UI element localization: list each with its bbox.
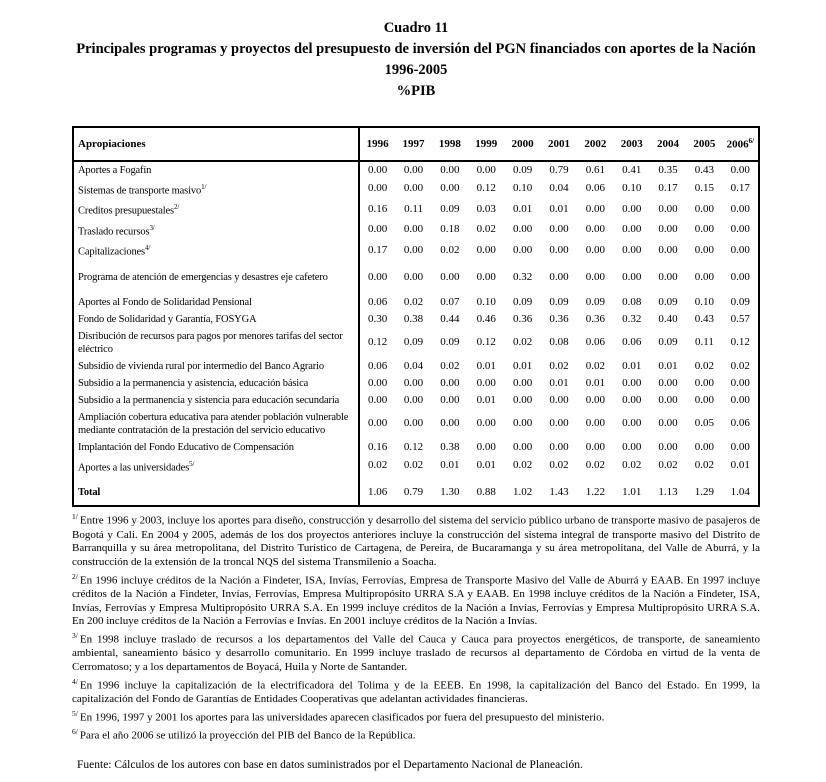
cell-value: 0.02 — [694, 359, 715, 372]
cell-value: 0.40 — [658, 312, 678, 325]
cell-value: 0.02 — [549, 359, 569, 372]
cell-value: 0.00 — [585, 202, 605, 215]
cell-value: 0.36 — [585, 312, 605, 325]
row-label-text: Creditos presupuestales — [78, 205, 174, 217]
cell-value: 0.00 — [658, 393, 678, 406]
cell-value: 0.00 — [403, 270, 424, 283]
footnote-marker: 2/ — [72, 571, 78, 581]
footnote-3 — [72, 629, 760, 675]
cell-value: 0.00 — [658, 417, 678, 430]
cell-value: 0.00 — [585, 223, 605, 236]
cell-value: 0.12 — [476, 336, 496, 349]
cell-value: 0.00 — [549, 393, 569, 406]
footnote-ref: 5/ — [189, 459, 195, 468]
cell-value: 0.01 — [549, 376, 569, 389]
cell-value: 0.00 — [512, 440, 533, 453]
cell-value: 0.10 — [694, 295, 715, 308]
cell-value: 0.00 — [403, 417, 424, 430]
cell-value: 0.09 — [549, 295, 569, 308]
cell-value: 0.00 — [403, 182, 424, 195]
row-label — [73, 476, 359, 506]
cell-value: 0.61 — [585, 163, 605, 176]
cell-value: 0.00 — [440, 270, 460, 283]
cell-value: 0.00 — [694, 440, 715, 453]
header-row — [73, 127, 759, 161]
table-row — [73, 392, 759, 409]
cell-value: 0.00 — [476, 440, 496, 453]
footnote-marker: 5/ — [72, 708, 78, 718]
cell-value: 0.00 — [658, 223, 678, 236]
cell-value: 0.00 — [549, 243, 569, 256]
cell-value: 0.00 — [368, 182, 388, 195]
header-year-2004: 2004 — [650, 127, 686, 161]
cell-value: 0.17 — [368, 243, 388, 256]
row-label-text: Capitalizaciones — [78, 246, 145, 258]
cell-value: 0.38 — [403, 312, 424, 325]
cell-value: 0.02 — [694, 459, 715, 472]
cell-value: 0.57 — [730, 312, 750, 325]
cell-value: 0.08 — [622, 295, 642, 308]
cell-value: 0.02 — [403, 459, 424, 472]
cell-value: 0.00 — [730, 376, 750, 389]
cell-value: 0.00 — [622, 270, 642, 283]
cell-value: 0.00 — [694, 393, 715, 406]
header-year-2003: 2003 — [614, 127, 650, 161]
data-table — [72, 126, 760, 507]
row-label — [73, 161, 359, 179]
cell-value: 0.01 — [658, 359, 678, 372]
cell-value: 0.00 — [476, 163, 496, 176]
table-row — [73, 220, 759, 241]
cell-value: 0.32 — [622, 312, 642, 325]
cell-value: 0.00 — [730, 440, 750, 453]
row-label — [73, 439, 359, 456]
cell-value: 0.00 — [622, 223, 642, 236]
cell-value: 1.04 — [730, 486, 750, 499]
cell-value: 0.00 — [368, 223, 388, 236]
cell-value: 0.05 — [694, 417, 715, 430]
cell-value: 0.00 — [622, 376, 642, 389]
cell-value: 0.02 — [585, 459, 605, 472]
cell-value: 0.01 — [476, 393, 496, 406]
table-row — [73, 179, 759, 200]
table-row — [73, 456, 759, 477]
footnote-2 — [72, 570, 760, 629]
cell-value: 0.41 — [622, 163, 642, 176]
cell-value: 0.00 — [549, 223, 569, 236]
cell-value: 0.06 — [585, 336, 605, 349]
row-label-text: Aportes a Fogafín — [78, 164, 152, 176]
cell-value: 0.10 — [476, 295, 496, 308]
row-label — [73, 328, 359, 358]
cell-value: 0.00 — [585, 393, 605, 406]
cell-value: 0.02 — [622, 459, 642, 472]
header-year-1999: 1999 — [468, 127, 504, 161]
cell-value: 0.00 — [440, 376, 460, 389]
cell-value: 0.12 — [730, 336, 750, 349]
cell-value: 0.00 — [622, 417, 642, 430]
cell-value: 0.11 — [694, 336, 714, 349]
cell-value: 0.09 — [658, 336, 678, 349]
row-label — [73, 261, 359, 286]
cell-value: 0.02 — [476, 223, 496, 236]
cell-value: 0.15 — [694, 182, 715, 195]
cell-value: 0.09 — [730, 295, 750, 308]
row-label-text: Traslado recursos — [78, 226, 150, 238]
row-label — [73, 220, 359, 241]
footnote-text: En 1996, 1997 y 2001 los aportes para las universidades aparecen clasificados por fuera del presupuesto del ministerio. — [79, 711, 605, 724]
row-label — [73, 392, 359, 409]
table-row — [73, 328, 759, 358]
cell-value: 0.09 — [585, 295, 605, 308]
footnote-6 — [72, 725, 760, 743]
cell-value: 0.00 — [512, 417, 533, 430]
row-label-text: Aportes al Fondo de Solidaridad Pensional — [78, 296, 252, 308]
cell-value: 0.00 — [730, 223, 750, 236]
cell-value: 0.18 — [440, 223, 460, 236]
cell-value: 0.00 — [658, 270, 678, 283]
cell-value: 0.00 — [403, 163, 424, 176]
row-label-text: Subsidio a la permanencia y asistencia, educación básica — [78, 377, 309, 389]
cell-value: 0.44 — [440, 312, 460, 325]
cell-value: 0.43 — [694, 312, 715, 325]
table-row — [73, 161, 759, 179]
cell-value: 1.02 — [512, 486, 533, 499]
cell-value: 0.12 — [403, 440, 424, 453]
row-label-text: Total — [78, 487, 101, 499]
header-apropiaciones: Apropiaciones — [73, 127, 359, 161]
cell-value: 1.13 — [658, 486, 678, 499]
footnote-text: En 1998 incluye traslado de recursos a los departamentos del Valle del Cauca y Cauca para proyectos energéticos, de transporte, de saneamiento ambiental, saneamiento básico y desarrollo comunitario. En 1999 incluye traslado de recursos al departamento de Córdoba en virtud de la venta de Cerromatoso; y a los departamentos de Boyacá, Huila y Norte de Santander. — [72, 633, 760, 674]
cell-value: 0.07 — [440, 295, 460, 308]
cell-value: 0.35 — [658, 163, 678, 176]
footnotes-block — [72, 510, 760, 743]
row-label-text: Implantación del Fondo Educativo de Compensación — [78, 441, 294, 453]
cell-value: 0.00 — [549, 270, 569, 283]
cell-value: 0.17 — [730, 182, 750, 195]
cell-value: 0.00 — [368, 417, 388, 430]
cell-value: 0.01 — [585, 376, 605, 389]
row-label-text: Programa de atención de emergencias y desastres eje cafetero — [78, 271, 328, 283]
table-number: Cuadro 11 — [383, 20, 449, 36]
cell-value: 0.79 — [549, 163, 569, 176]
cell-value: 1.01 — [622, 486, 642, 499]
cell-value: 0.00 — [368, 376, 388, 389]
cell-value: 0.00 — [585, 440, 605, 453]
cell-value: 0.09 — [440, 202, 460, 215]
footnote-text: En 1996 incluye créditos de la Nación a Findeter, ISA, Invías, Ferrovías, Empresa de Transporte Masivo del Valle de Aburrá y EAAB. En 1997 incluye créditos de la Nación a Findeter, Invías, Ferrovías, Empresa Multipropósito URRA S.A y EAAB. En 1998 incluye créditos de la Nación a Findeter, ISA, Invías, Ferrovías y Empresa Multipropósito URRA S.A. En 1999 incluye créditos de la Nación a Invías, Ferrovías y Empresa Multipropósito URRA S.A. En 200 incluye créditos de la Nación a Ferrovías e Invías. En 2001 incluye créditos de la Nación a Invías. — [72, 574, 760, 628]
footnote-ref: 2/ — [174, 203, 180, 212]
cell-value: 0.00 — [658, 376, 678, 389]
total-row — [73, 476, 759, 506]
title-block — [72, 18, 760, 102]
cell-value: 1.22 — [585, 486, 605, 499]
cell-value: 0.06 — [368, 359, 388, 372]
cell-value: 0.09 — [512, 295, 533, 308]
cell-value: 0.00 — [549, 440, 569, 453]
footnote-marker: 1/ — [72, 512, 78, 522]
cell-value: 0.01 — [512, 202, 533, 215]
row-label — [73, 375, 359, 392]
cell-value: 0.00 — [694, 270, 715, 283]
cell-value: 0.00 — [694, 243, 715, 256]
cell-value: 0.88 — [476, 486, 496, 499]
cell-value: 0.00 — [403, 376, 424, 389]
row-label — [73, 240, 359, 261]
cell-value: 0.00 — [440, 182, 460, 195]
table-row — [73, 358, 759, 375]
cell-value: 0.00 — [512, 243, 533, 256]
cell-value: 0.00 — [512, 376, 533, 389]
header-year-2006 — [723, 127, 759, 161]
row-label — [73, 311, 359, 328]
cell-value: 0.00 — [694, 223, 715, 236]
row-label-text: Disribución de recursos para pagos por menores tarifas del sector eléctrico — [78, 330, 343, 355]
cell-value: 0.02 — [512, 336, 533, 349]
cell-value: 0.00 — [730, 163, 750, 176]
footnote-5 — [72, 707, 760, 725]
cell-value: 0.09 — [512, 163, 533, 176]
table-row — [73, 409, 759, 439]
header-year-1998: 1998 — [432, 127, 468, 161]
footnote-marker: 6/ — [72, 727, 78, 737]
footnote-text: Para el año 2006 se utilizó la proyección del PIB del Banco de la República. — [79, 729, 416, 742]
cell-value: 0.02 — [512, 459, 533, 472]
row-label-text: Subsidio de vivienda rural por intermedio del Banco Agrario — [78, 360, 325, 372]
cell-value: 0.00 — [403, 393, 424, 406]
cell-value: 0.01 — [440, 459, 460, 472]
cell-value: 0.16 — [368, 202, 388, 215]
cell-value: 0.01 — [730, 459, 750, 472]
table-row — [73, 261, 759, 286]
header-year-2005: 2005 — [686, 127, 722, 161]
cell-value: 0.06 — [622, 336, 642, 349]
cell-value: 0.02 — [440, 359, 460, 372]
footnote-ref: 1/ — [201, 182, 207, 191]
cell-value: 0.06 — [730, 417, 750, 430]
cell-value: 0.01 — [622, 359, 642, 372]
cell-value: 0.02 — [658, 459, 678, 472]
cell-value: 0.09 — [403, 336, 424, 349]
cell-value: 0.16 — [368, 440, 388, 453]
cell-value: 0.38 — [440, 440, 460, 453]
cell-value: 0.02 — [730, 359, 750, 372]
footnote-ref: 4/ — [145, 244, 151, 253]
cell-value: 0.00 — [368, 163, 388, 176]
table-row — [73, 375, 759, 392]
cell-value: 0.00 — [730, 393, 750, 406]
header-year-2002: 2002 — [577, 127, 613, 161]
table-row — [73, 286, 759, 311]
row-label-text: Ampliación cobertura educativa para atender población vulnerable mediante contratación de la prestación del servicio educativo — [78, 411, 349, 436]
cell-value: 0.00 — [694, 202, 715, 215]
cell-value: 0.02 — [585, 359, 605, 372]
row-label — [73, 199, 359, 220]
cell-value: 0.00 — [403, 223, 424, 236]
header-year-2001: 2001 — [541, 127, 577, 161]
cell-value: 0.00 — [658, 243, 678, 256]
cell-value: 0.00 — [368, 270, 388, 283]
cell-value: 0.00 — [368, 393, 388, 406]
cell-value: 0.06 — [368, 295, 388, 308]
cell-value: 0.00 — [476, 243, 496, 256]
table-row — [73, 199, 759, 220]
cell-value: 1.29 — [694, 486, 715, 499]
cell-value: 0.01 — [476, 459, 496, 472]
cell-value: 0.00 — [403, 243, 424, 256]
cell-value: 0.09 — [658, 295, 678, 308]
table-row — [73, 439, 759, 456]
row-label-text: Aportes a las universidades — [78, 462, 190, 474]
footnote-ref: 3/ — [149, 223, 155, 232]
cell-value: 1.06 — [368, 486, 388, 499]
cell-value: 0.00 — [476, 270, 496, 283]
cell-value: 0.10 — [622, 182, 642, 195]
row-label — [73, 358, 359, 375]
cell-value: 0.00 — [585, 270, 605, 283]
row-label-text: Subsidio a la permanencia y sistencia para educación secundaria — [78, 394, 340, 406]
cell-value: 0.01 — [549, 202, 569, 215]
cell-value: 0.00 — [549, 417, 569, 430]
cell-value: 0.00 — [622, 440, 642, 453]
cell-value: 0.04 — [403, 359, 424, 372]
cell-value: 0.17 — [658, 182, 678, 195]
cell-value: 0.00 — [512, 223, 533, 236]
cell-value: 0.32 — [512, 270, 533, 283]
cell-value: 0.43 — [694, 163, 715, 176]
footnote-text: Entre 1996 y 2003, incluye los aportes para diseño, construcción y desarrollo del sistema del servicio público urbano de transporte masivo de pasajeros de Bogotá y Cali. En 2004 y 2005, además de los dos proyectos anteriores incluye la construcción del sistema integral de transporte masivo del Distrito de Barranquilla y su área metropolitana, del Distrito Turístico de Cartagena, de Pereira, de Bucaramanga y su área metropolitana, del Valle de Aburrá, y la construcción de la extensión de la troncal NQS del sistema Transmilenio a Soacha. — [72, 514, 760, 568]
cell-value: 0.00 — [694, 376, 715, 389]
cell-value: 0.30 — [368, 312, 388, 325]
cell-value: 0.00 — [440, 393, 460, 406]
cell-value: 0.01 — [512, 359, 533, 372]
header-year-1997: 1997 — [395, 127, 431, 161]
cell-value: 0.46 — [476, 312, 496, 325]
footnote-ref: 6/ — [748, 137, 755, 145]
cell-value: 0.04 — [549, 182, 569, 195]
cell-value: 0.36 — [549, 312, 569, 325]
cell-value: 0.00 — [730, 270, 750, 283]
cell-value: 0.36 — [512, 312, 533, 325]
cell-value: 0.00 — [512, 393, 533, 406]
cell-value: 1.30 — [440, 486, 460, 499]
table-title: Principales programas y proyectos del presupuesto de inversión del PGN financiados con aportes de la Nación 1996-2005 — [76, 41, 756, 78]
cell-value: 0.00 — [476, 376, 496, 389]
cell-value: 0.00 — [622, 393, 642, 406]
cell-value: 0.03 — [476, 202, 496, 215]
cell-value: 0.00 — [585, 417, 605, 430]
footnote-1 — [72, 510, 760, 569]
cell-value: 1.43 — [549, 486, 569, 499]
cell-value: 0.12 — [476, 182, 496, 195]
cell-value: 0.00 — [440, 417, 460, 430]
footnote-4 — [72, 675, 760, 707]
row-label — [73, 179, 359, 200]
table-row — [73, 311, 759, 328]
cell-value: 0.08 — [549, 336, 569, 349]
cell-value: 0.00 — [476, 417, 496, 430]
cell-value: 0.00 — [730, 243, 750, 256]
cell-value: 0.00 — [585, 243, 605, 256]
table-row — [73, 240, 759, 261]
row-label — [73, 409, 359, 439]
cell-value: 0.11 — [404, 202, 423, 215]
cell-value: 0.00 — [622, 243, 642, 256]
cell-value: 0.02 — [549, 459, 569, 472]
row-label — [73, 456, 359, 477]
table-body — [73, 161, 759, 507]
cell-value: 0.09 — [440, 336, 460, 349]
source-line: Fuente: Cálculos de los autores con base en datos suministrados por el Departamento Nacional de Planeación. — [77, 758, 583, 771]
header-year-1996: 1996 — [359, 127, 395, 161]
footnote-marker: 4/ — [72, 676, 78, 686]
cell-value: 0.10 — [512, 182, 533, 195]
cell-value: 0.02 — [440, 243, 460, 256]
cell-value: 0.12 — [368, 336, 388, 349]
row-label — [73, 286, 359, 311]
header-year-2006-text: 2006 — [726, 138, 749, 151]
row-label-text: Sistemas de transporte masivo — [78, 185, 202, 197]
cell-value: 0.00 — [658, 440, 678, 453]
cell-value: 0.02 — [368, 459, 388, 472]
cell-value: 0.00 — [658, 202, 678, 215]
row-label-text: Fondo de Solidaridad y Garantía, FOSYGA — [78, 313, 257, 325]
cell-value: 0.00 — [622, 202, 642, 215]
footnote-text: En 1996 incluye la capitalización de la electrificadora del Tolima y de la EEEB. En 1998, la capitalización del Banco del Estado. En 1999, la capitalización del Fondo de Garantías de Entidades Cooperativas que adelantan actividades financieras. — [72, 679, 760, 706]
cell-value: 0.06 — [585, 182, 605, 195]
cell-value: 0.79 — [403, 486, 424, 499]
header-year-2000: 2000 — [504, 127, 540, 161]
table-unit: %PIB — [396, 83, 436, 99]
footnote-marker: 3/ — [72, 631, 78, 641]
cell-value: 0.00 — [730, 202, 750, 215]
cell-value: 0.00 — [440, 163, 460, 176]
table-header — [73, 127, 759, 161]
cell-value: 0.01 — [476, 359, 496, 372]
cell-value: 0.02 — [403, 295, 424, 308]
